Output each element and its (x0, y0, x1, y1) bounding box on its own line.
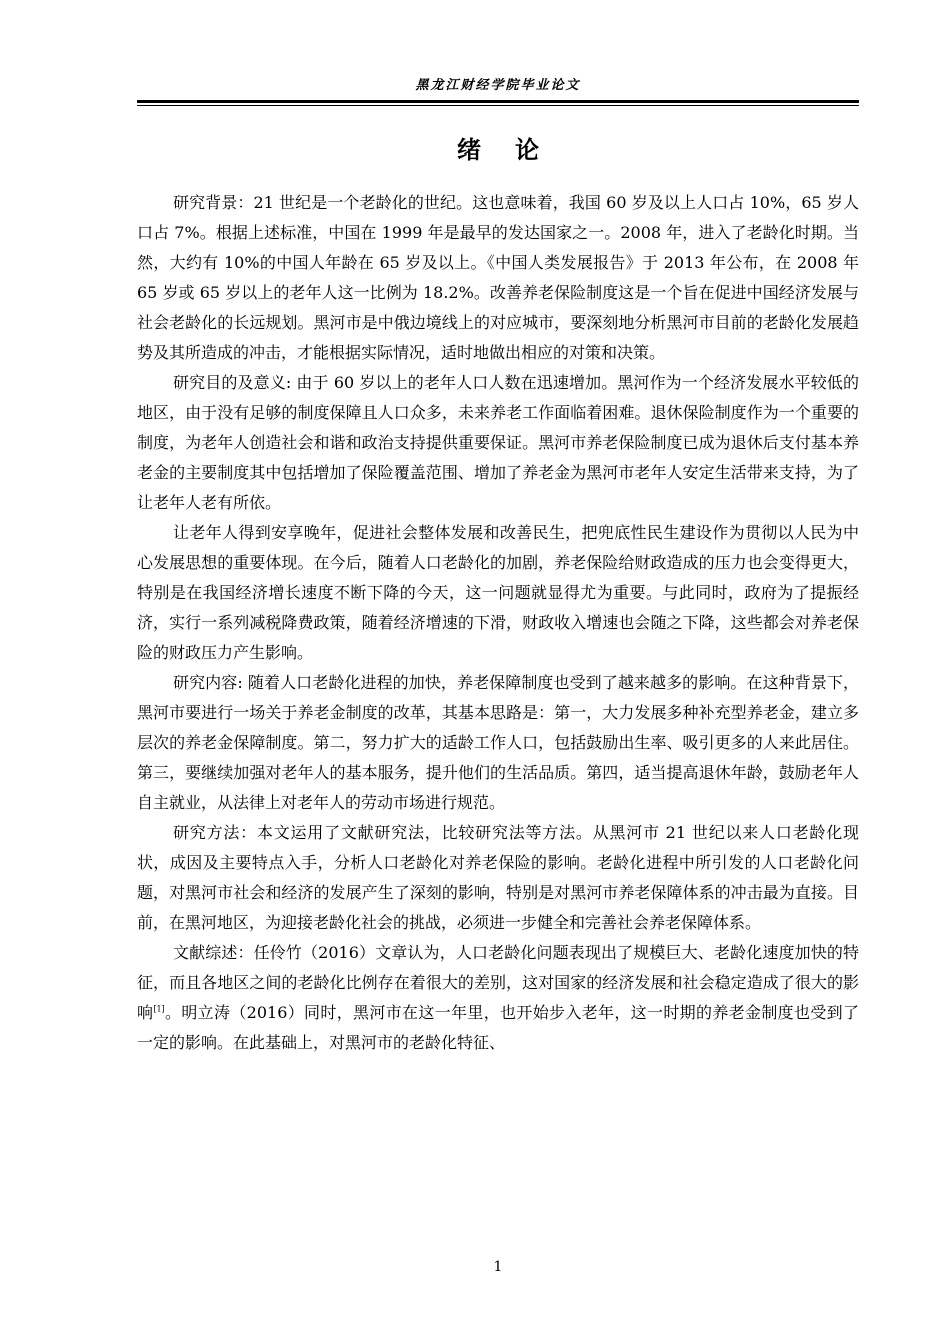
chapter-title: 绪论 (457, 135, 573, 164)
paragraph-method: 研究方法：本文运用了文献研究法，比较研究法等方法。从黑河市 21 世纪以来人口老龄化现状，成因及主要特点入手，分析人口老龄化对养老保险的影响。老龄化进程中所引发的人口老龄化问题，对黑河市社会和经济的发展产生了深刻的影响，特别是对黑河市养老保障体系的冲击最为直接。目前，在黑河地区，为迎接老龄化社会的挑战，必须进一步健全和完善社会养老保障体系。 (137, 823, 859, 932)
paragraph-purpose: 研究目的及意义: 由于 60 岁以上的老年人口人数在迅速增加。黑河作为一个经济发展水平较低的地区，由于没有足够的制度保障且人口众多，未来养老工作面临着困难。退休保险制度作为一个重要的制度，为老年人创造社会和谐和政治支持提供重要保证。黑河市养老保险制度已成为退休后支付基本养老金的主要制度其中包括增加了保险覆盖范围、增加了养老金为黑河市老年人安定生活带来支持，为了让老年人老有所依。 (137, 373, 859, 512)
page-number: 1 (493, 1259, 503, 1275)
running-header: 黑龙江财经学院毕业论文 (415, 78, 581, 93)
literature-review-text-cont: 。明立涛（2016）同时，黑河市在这一年里，也开始步入老年，这一时期的养老金制度也受到了一定的影响。在此基础上，对黑河市的老龄化特征、 (137, 1003, 859, 1052)
header-rule-thin (137, 105, 859, 106)
paragraph-significance: 让老年人得到安享晚年，促进社会整体发展和改善民生，把兜底性民生建设作为贯彻以人民为中心发展思想的重要体现。在今后，随着人口老龄化的加剧，养老保险给财政造成的压力也会变得更大，特别是在我国经济增长速度不断下降的今天，这一问题就显得尤为重要。与此同时，政府为了提振经济，实行一系列减税降费政策，随着经济增速的下滑，财政收入增速也会随之下降，这些都会对养老保险的财政压力产生影响。 (137, 523, 859, 662)
paragraph-background: 研究背景：21 世纪是一个老龄化的世纪。这也意味着，我国 60 岁及以上人口占 10%，65 岁人口占 7%。根据上述标准，中国在 1999 年是最早的发达国家之一。2008 年，进入了老龄化时期。当然，大约有 10%的中国人年龄在 65 岁及以上。《中国人类发展报告》于 2013 年公布，在 2008 年 65 岁或 65 岁以上的老年人这一比例为 18.2%。改善养老保险制度这是一个旨在促进中国经济发展与社会老龄化的长远规划。黑河市是中俄边境线上的对应城市，要深刻地分析黑河市目前的老龄化发展趋势及其所造成的冲击，才能根据实际情况，适时地做出相应的对策和决策。 (137, 193, 859, 362)
paragraph-literature-review (137, 938, 859, 1058)
body-text (137, 188, 859, 1058)
header-rule-thick (137, 100, 859, 103)
paragraph-content: 研究内容: 随着人口老龄化进程的加快，养老保障制度也受到了越来越多的影响。在这种背景下，黑河市要进行一场关于养老金制度的改革，其基本思路是：第一，大力发展多种补充型养老金，建立多层次的养老金保障制度。第二，努力扩大的适龄工作人口，包括鼓励出生率、吸引更多的人来此居住。第三，要继续加强对老年人的基本服务，提升他们的生活品质。第四，适当提高退休年龄，鼓励老年人自主就业，从法律上对老年人的劳动市场进行规范。 (137, 673, 859, 812)
literature-review-text: 文献综述：任伶竹（2016）文章认为，人口老龄化问题表现出了规模巨大、老龄化速度加快的特征，而且各地区之间的老龄化比例存在着很大的差别，这对国家的经济发展和社会稳定造成了很大的影响 (137, 943, 859, 1022)
citation-ref: [1] (153, 1004, 165, 1014)
